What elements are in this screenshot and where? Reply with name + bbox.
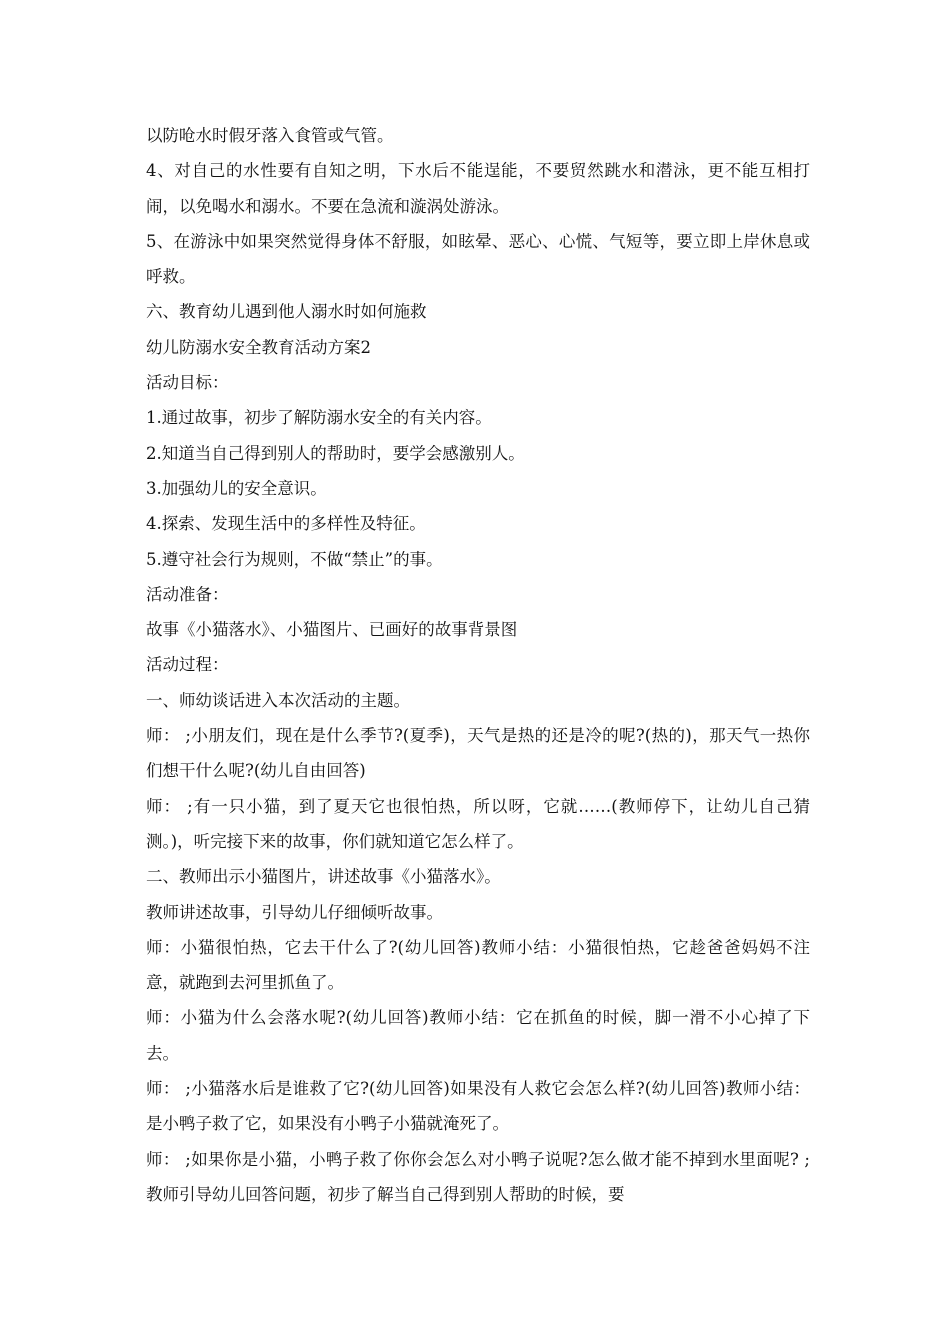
- dialogue-paragraph: 师： ;小猫落水后是谁救了它?(幼儿回答)如果没有人救它会怎么样?(幼儿回答)教师小结：是小鸭子救了它，如果没有小鸭子小猫就淹死了。: [146, 1079, 810, 1134]
- paragraph: 4、对自己的水性要有自知之明，下水后不能逞能，不要贸然跳水和潜泳，更不能互相打闹，以免喝水和溺水。不要在急流和漩涡处游泳。: [146, 161, 810, 216]
- goal-item: 3.加强幼儿的安全意识。: [146, 478, 327, 498]
- plan-title: 幼儿防溺水安全教育活动方案2: [146, 337, 371, 357]
- document-body: [146, 118, 810, 1212]
- paragraph: 故事《小猫落水》、小猫图片、已画好的故事背景图: [146, 620, 518, 640]
- step-heading: 一、师幼谈话进入本次活动的主题。: [146, 690, 410, 710]
- dialogue-paragraph: 师： ;有一只小猫，到了夏天它也很怕热，所以呀，它就……(教师停下，让幼儿自己猜测。)，听完接下来的故事，你们就知道它怎么样了。: [146, 796, 810, 851]
- section-heading: 活动过程：: [146, 655, 229, 675]
- section-heading: 活动准备：: [146, 584, 229, 604]
- goal-item: 5.遵守社会行为规则，不做“禁止”的事。: [146, 549, 443, 569]
- dialogue-paragraph: 师： ;小朋友们，现在是什么季节?(夏季)，天气是热的还是冷的呢?(热的)，那天气一热你们想干什么呢?(幼儿自由回答): [146, 726, 810, 781]
- goal-item: 2.知道当自己得到别人的帮助时，要学会感激别人。: [146, 443, 525, 463]
- goal-item: 1.通过故事，初步了解防溺水安全的有关内容。: [146, 408, 492, 428]
- paragraph: 以防呛水时假牙落入食管或气管。: [146, 126, 394, 145]
- goal-item: 4.探索、发现生活中的多样性及特征。: [146, 514, 426, 534]
- dialogue-paragraph: 师：小猫很怕热，它去干什么了?(幼儿回答)教师小结：小猫很怕热，它趁爸爸妈妈不注意，就跑到去河里抓鱼了。: [146, 937, 810, 993]
- section-heading: 六、教育幼儿遇到他人溺水时如何施救: [146, 302, 427, 322]
- paragraph: 5、在游泳中如果突然觉得身体不舒服，如眩晕、恶心、心慌、气短等，要立即上岸休息或呼救。: [146, 231, 810, 287]
- paragraph: 教师讲述故事，引导幼儿仔细倾听故事。: [146, 902, 443, 922]
- dialogue-paragraph: 师：小猫为什么会落水呢?(幼儿回答)教师小结：它在抓鱼的时候，脚一滑不小心掉了下去。: [146, 1008, 810, 1063]
- section-heading: 活动目标：: [146, 373, 229, 393]
- dialogue-paragraph: 师： ;如果你是小猫，小鸭子救了你你会怎么对小鸭子说呢?怎么做才能不掉到水里面呢? ;教师引导幼儿回答问题，初步了解当自己得到别人帮助的时候，要: [146, 1149, 810, 1204]
- step-heading: 二、教师出示小猫图片，讲述故事《小猫落水》。: [146, 867, 501, 887]
